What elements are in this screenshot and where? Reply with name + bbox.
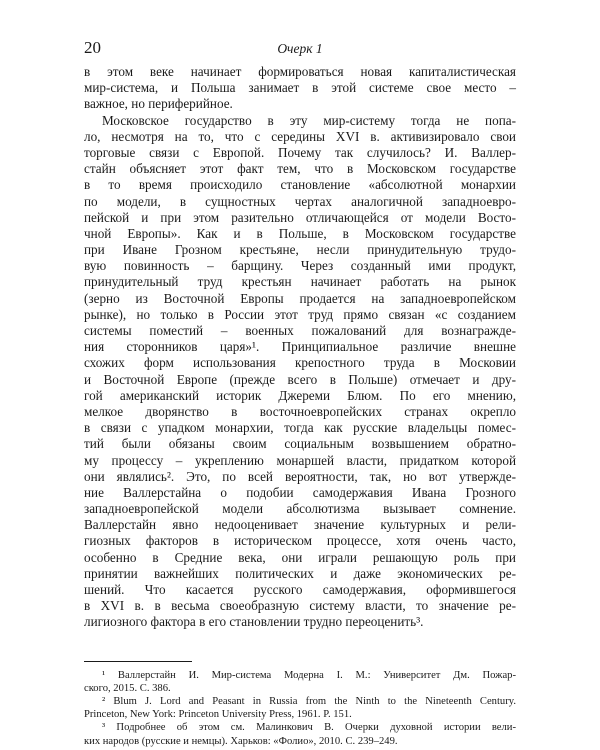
text-line: в то время происходило становление «абсолютной монархии [84, 177, 516, 193]
text-line: (зерно из Восточной Европы продается на западноевропейском [84, 290, 516, 306]
footnote-line: ского, 2015. С. 386. [84, 682, 171, 694]
text-line: они являлись². Это, по всей вероятности, так, но вот утвержде- [84, 468, 516, 484]
text-line: при Иване Грозном крестьяне, несли принудительную трудо- [84, 242, 516, 258]
footnote-line: Princeton, New York: Princeton University Press, 1961. P. 151. [84, 709, 352, 721]
text-line: в XVI в. в весьма своеобразную систему власти, то значение ре- [84, 598, 516, 614]
text-line: и Восточной Европе (прежде всего в Польше) отмечает и дру- [84, 371, 516, 387]
text-line: рынке), но только в России этот труд прямо связан «с созданием [84, 306, 516, 322]
text-line: важное, но периферийное. [84, 96, 233, 112]
footnote-3 [84, 721, 516, 747]
text-line: чной Европы». Как и в Польше, в Московском государстве [84, 225, 516, 241]
text-line: му процессу – укреплению монаршей власти, придатком которой [84, 452, 516, 468]
running-title: Очерк 1 [277, 41, 323, 56]
text-line: вую повинность – барщину. Через созданный ими продукт, [84, 258, 516, 274]
text-line: стайн объясняет этот факт тем, что в Московском государстве [84, 161, 516, 177]
footnote-line: ких народов (русские и немцы). Харьков: «Фолио», 2010. С. 239–249. [84, 735, 398, 747]
paragraph-1 [84, 64, 516, 113]
text-line: ние Валлерстайна о подобии самодержавия Ивана Грозного [84, 484, 516, 500]
text-line: ния сторонников царя»¹. Принципиальное различие внешне [84, 339, 516, 355]
book-page [84, 38, 516, 748]
footnote-line: ³ Подробнее об этом см. Малинкович В. Очерки духовной истории вели- [102, 722, 516, 734]
text-line: Валлерстайн явно недооценивает значение культурных и рели- [84, 517, 516, 533]
text-line: пейской и при этом разительно отличающейся от модели Восто- [84, 209, 516, 225]
text-line: гой американский историк Джереми Блюм. По его мнению, [84, 387, 516, 403]
text-line: ло, несмотря на то, что с середины XVI в. активизировало свои [84, 128, 516, 144]
text-line: Московское государство в эту мир-систему тогда не попа- [102, 112, 516, 128]
footnote-2 [84, 695, 516, 721]
footnote-1 [84, 669, 516, 695]
text-line: по модели, в сущностных чертах аналогичной западноевро- [84, 193, 516, 209]
text-line: торговые связи с Европой. Почему так случилось? И. Валлер- [84, 144, 516, 160]
text-line: мелкое дворянство в восточноевропейских странах окрепло [84, 403, 516, 419]
page-header [84, 38, 516, 64]
text-line: в связи с упадком монархии, тогда как русские владельцы помес- [84, 420, 516, 436]
text-line: принудительный труд крестьян начинает работать на рынок [84, 274, 516, 290]
text-line: мир-система, и Польша занимает в этой системе свое место – [84, 80, 516, 96]
text-line: тий были обязаны своим социальным возвышением обратно- [84, 436, 516, 452]
text-line: западноевропейской модели абсолютизма вызывает сомнение. [84, 501, 516, 517]
text-line: гиозных факторов в историческом процессе, хотя очень часто, [84, 533, 516, 549]
text-line: в этом веке начинает формироваться новая капиталистическая [84, 64, 516, 79]
text-line: системы поместий – военных пожалований для вознагражде- [84, 323, 516, 338]
page-number: 20 [84, 38, 101, 57]
text-line: шений. Что касается русского самодержавия, оформившегося [84, 582, 516, 597]
text-line: лигиозного фактора в его становлении трудно переоценить³. [84, 614, 424, 630]
paragraph-2 [84, 113, 516, 631]
footnote-line: ¹ Валлерстайн И. Мир-система Модерна I. М.: Университет Дм. Пожар- [102, 669, 516, 681]
text-line: схожих форм использования крепостного труда в Московии [84, 355, 516, 371]
text-line: принятии важнейших политических и даже экономических ре- [84, 565, 516, 581]
text-line: особенно в Средние века, они играли решающую роль при [84, 549, 516, 565]
footnote-line: ² Blum J. Lord and Peasant in Russia from the Ninth to the Nineteenth Century. [102, 695, 516, 707]
footnote-divider [84, 661, 192, 662]
